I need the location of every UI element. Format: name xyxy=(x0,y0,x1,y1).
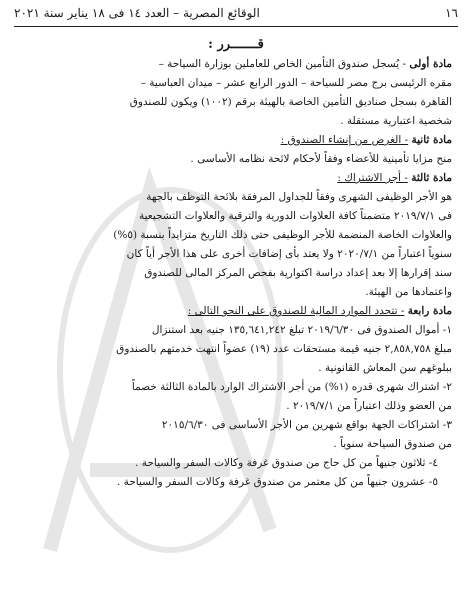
article3-heading: مادة ثالثة - أجر الاشتراك : xyxy=(337,172,452,184)
article1-line2: مقره الرئيسى برج مصر للسياحة – الدور الرابع عشر – ميدان العباسية – xyxy=(140,77,452,89)
article2-line: منح مزايا تأمينية للأعضاء وفقاً لأحكام لائحة نظامه الأساسى . xyxy=(190,153,452,165)
decree-body xyxy=(26,55,452,492)
article1-line1: مادة أولى - يُسجل صندوق التأمين الخاص للعاملين بوزارة السياحة – xyxy=(158,58,452,70)
article4-item1-line3: ببلوغهم سن المعاش القانونية . xyxy=(318,362,452,374)
article4-item3-line2: من صندوق السياحة سنوياً . xyxy=(333,438,452,450)
article4-label: مادة رابعة xyxy=(407,305,452,317)
article4-item1-line1: ١- أموال الصندوق فى ٢٠١٩/٦/٣٠ تبلغ ١٣٥,٦٤١,٢٤٢ جنيه بعد استنزال xyxy=(151,324,452,336)
header-divider xyxy=(14,26,458,27)
page-header xyxy=(14,4,458,22)
article3-label: مادة ثالثة xyxy=(411,172,452,184)
article4-item2-line1: ٢- اشتراك شهرى قدره (١%) من أجر الاشتراك الوارد بالمادة الثالثة خصماً xyxy=(131,381,452,393)
article4-heading: مادة رابعة - تتحدد الموارد المالية للصندوق على النحو التالى : xyxy=(187,305,452,317)
page-number: ١٦ xyxy=(445,6,458,20)
article1-line4: شخصية اعتبارية مستقلة . xyxy=(340,115,452,127)
article3-line6: واعتمادها من الهيئة. xyxy=(365,286,452,298)
article1-label: مادة أولى xyxy=(409,58,452,70)
article2-label: مادة ثانية xyxy=(411,134,452,146)
decree-title: قـــــــرر : xyxy=(208,37,264,52)
article4-item4: ٤- ثلاثون جنيهاً من كل حاج من صندوق غرفة وكالات السفر والسياحة . xyxy=(135,457,438,469)
article4-item5: ٥- عشرون جنيهاً من كل معتمر من صندوق غرفة وكالات السفر والسياحة . xyxy=(116,476,438,488)
article1-line3: القاهرة بسجل صناديق التأمين الخاصة بالهيئة برقم (١٠٠٢) ويكون للصندوق xyxy=(129,96,452,108)
article4-item1-line2: مبلغ ٢,٨٥٨,٧٥٨ جنيه قيمة مستحقات عدد (١٩) عضواً انتهت خدمتهم بالصندوق xyxy=(116,343,452,355)
publication-title: الوقائع المصرية – العدد ١٤ فى ١٨ يناير سنة ٢٠٢١ xyxy=(14,6,260,20)
article3-line5: سند إقرارها إلا بعد إعداد دراسة اكتوارية بفحص المركز المالى للصندوق xyxy=(144,267,452,279)
article3-line3: والعلاوات الخاصة المنضمة للأجر الوظيفى حتى ذلك التاريخ متزايداً بنسبة (٥%) xyxy=(113,229,452,241)
article3-line1: هو الأجر الوظيفى الشهرى وفقاً للجداول المرفقة بلائحة التوظف بالجهة xyxy=(146,191,452,203)
article2-heading: مادة ثانية - الغرض من إنشاء الصندوق : xyxy=(280,134,452,146)
article3-line2: فى ٢٠١٩/٧/١ متضمناً كافة العلاوات الدورية والترقية والعلاوات التشجيعية xyxy=(138,210,452,222)
article4-item3-line1: ٣- اشتراكات الجهة بواقع شهرين من الأجر الأساسى فى ٢٠١٥/٦/٣٠ xyxy=(161,419,452,431)
article4-item2-line2: من العضو وذلك اعتباراً من ٢٠١٩/٧/١ . xyxy=(286,400,452,412)
article3-line4: سنوياً اعتباراً من ٢٠٢٠/٧/١ ولا يعتد بأى إضافات أخرى على هذا الأجر أياً كان xyxy=(126,248,452,260)
